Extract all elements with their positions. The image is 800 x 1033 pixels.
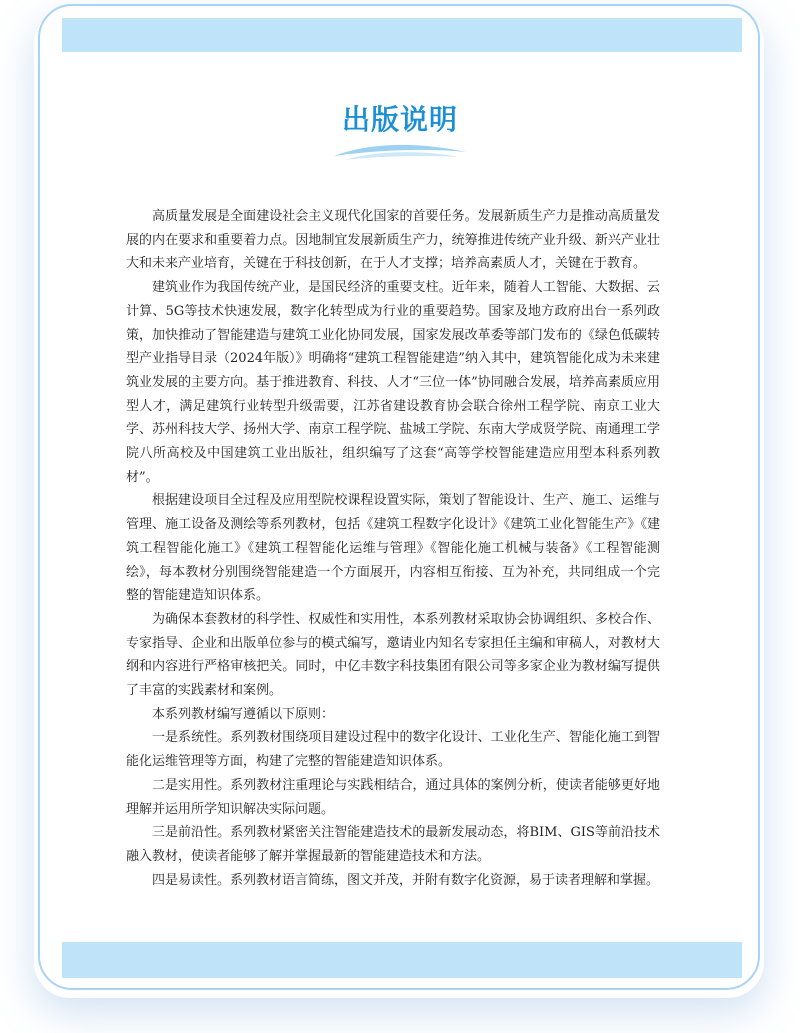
page-title: 出版说明 <box>341 103 458 136</box>
paragraph: 二是实用性。系列教材注重理论与实践相结合，通过具体的案例分析，使读者能够更好地理解并运用所学知识解决实际问题。 <box>126 777 660 817</box>
paragraph: 四是易读性。系列教材语言简练，图文并茂，并附有数字化资源，易于读者理解和掌握。 <box>152 872 660 888</box>
title-swoosh-decoration <box>330 138 470 166</box>
paragraph: 根据建设项目全过程及应用型院校课程设置实际，策划了智能设计、生产、施工、运维与管理、施工设备及测绘等系列教材，包括《建筑工程数字化设计》《建筑工业化智能生产》《建筑工程智能化施工》《建筑工程智能化运维与管理》《智能化施工机械与装备》《工程智能测绘》，每本教材分别围绕智能建造一个方面展开，内容相互衔接、互为补充，共同组成一个完整的智能建造知识体系。 <box>126 493 660 604</box>
paragraph: 一是系统性。系列教材围绕项目建设过程中的数字化设计、工业化生产、智能化施工到智能化运维管理等方面，构建了完整的智能建造知识体系。 <box>126 730 660 770</box>
top-decorative-band <box>62 18 742 52</box>
paragraph: 三是前沿性。系列教材紧密关注智能建造技术的最新发展动态，将BIM、GIS等前沿技术融入教材，使读者能够了解并掌握最新的智能建造技术和方法。 <box>126 825 660 864</box>
paragraph: 建筑业作为我国传统产业，是国民经济的重要支柱。近年来，随着人工智能、大数据、云计算、5G等技术快速发展，数字化转型成为行业的重要趋势。国家及地方政府出台一系列政策，加快推动了智能建造与建筑工业化协同发展，国家发展改革委等部门发布的《绿色低碳转型产业指导目录（2024年版）》明确将“建筑工程智能建造”纳入其中，建筑智能化成为未来建筑业发展的主要方向。基于推进教育、科技、人才“三位一体”协同融合发展，培养高素质应用型人才，满足建筑行业转型升级需要，江苏省建设教育协会联合徐州工程学院、南京工业大学、苏州科技大学、扬州大学、南京工程学院、盐城工学院、东南大学成贤学院、南通理工学院八所高校及中国建筑工业出版社，组织编写了这套“高等学校智能建造应用型本科系列教材”。 <box>126 280 660 485</box>
paragraph: 为确保本套教材的科学性、权威性和实用性，本系列教材采取协会协调组织、多校合作、专家指导、企业和出版单位参与的模式编写，邀请业内知名专家担任主编和审稿人，对教材大纲和内容进行严格审核把关。同时，中亿丰数字科技集团有限公司等多家企业为教材编写提供了丰富的实践素材和案例。 <box>126 611 660 699</box>
paragraph: 高质量发展是全面建设社会主义现代化国家的首要任务。发展新质生产力是推动高质量发展的内在要求和重要着力点。因地制宜发展新质生产力，统筹推进传统产业升级、新兴产业壮大和未来产业培育，关键在于科技创新，在于人才支撑；培养高素质人才，关键在于教育。 <box>126 209 660 272</box>
publication-notes-body <box>126 205 660 892</box>
bottom-decorative-band <box>62 942 742 978</box>
paragraph: 本系列教材编写遵循以下原则： <box>152 706 335 722</box>
